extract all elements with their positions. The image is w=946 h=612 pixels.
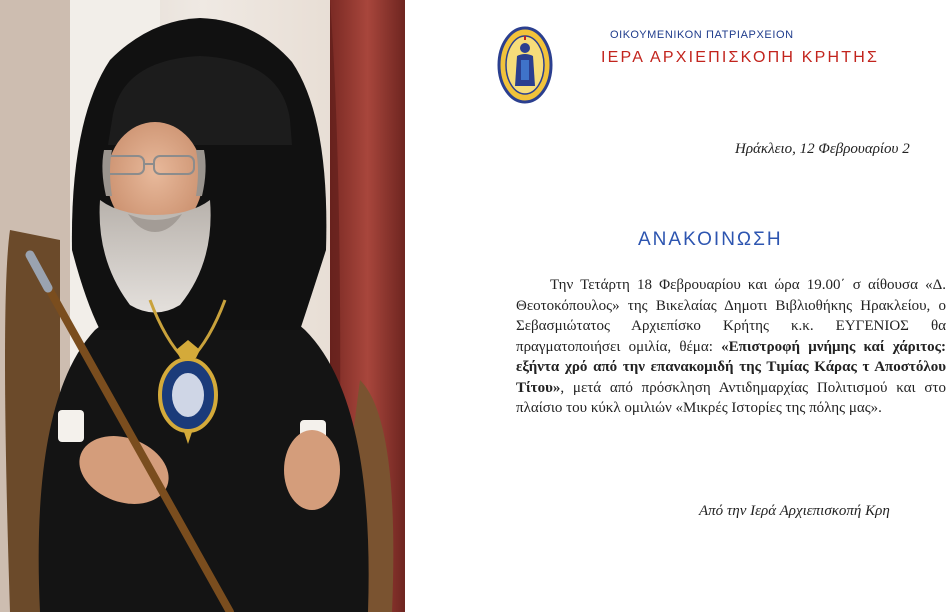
archdiocese-header: ΙΕΡΑ ΑΡΧΙΕΠΙΣΚΟΠΗ ΚΡΗΤΗΣ	[601, 49, 880, 66]
signoff: Από την Ιερά Αρχιεπισκοπή Κρη	[699, 503, 890, 519]
body-outro: , μετά από πρόσκληση Αντιδημαρχίας Πολιτισμού και στο πλαίσιο του κύκλ ομιλιών «Μικρές Ιστορίες της πόλης μας».	[516, 379, 946, 416]
announcement-title: ΑΝΑΚΟΙΝΩΣΗ	[638, 229, 783, 250]
announcement-letter	[405, 0, 946, 612]
body-intro: Την Τετάρτη 18 Φεβρουαρίου και ώρα 19.00΄ σ αίθουσα «Δ. Θεοτοκόπουλος» της Βικελαίας Δημοτι Βιβλιοθήκης Ηρακλείου, ο Σεβασμιώτατος Αρχιεπίσκο Κρήτης κ.κ. ΕΥΓΕΝΙΟΣ θα πραγματοποιήσει ομιλία, θέμα:	[516, 277, 946, 355]
patriarchate-header: ΟΙΚΟΥΜΕΝΙΚΟΝ ΠΑΤΡΙΑΡΧΕΙΟΝ	[610, 29, 794, 41]
announcement-body	[516, 275, 946, 419]
dateline: Ηράκλειο, 12 Φεβρουαρίου 2	[735, 141, 910, 157]
archbishop-photo	[0, 0, 405, 612]
lecture-topic: «Επιστροφή μνήμης καί χάριτος: εξήντα χρό από την επανακομιδή της Τιμίας Κάρας τ Αποστόλου Τίτου»	[516, 338, 946, 396]
archbishop-portrait-icon	[0, 0, 405, 612]
archdiocese-seal-icon	[497, 26, 553, 104]
